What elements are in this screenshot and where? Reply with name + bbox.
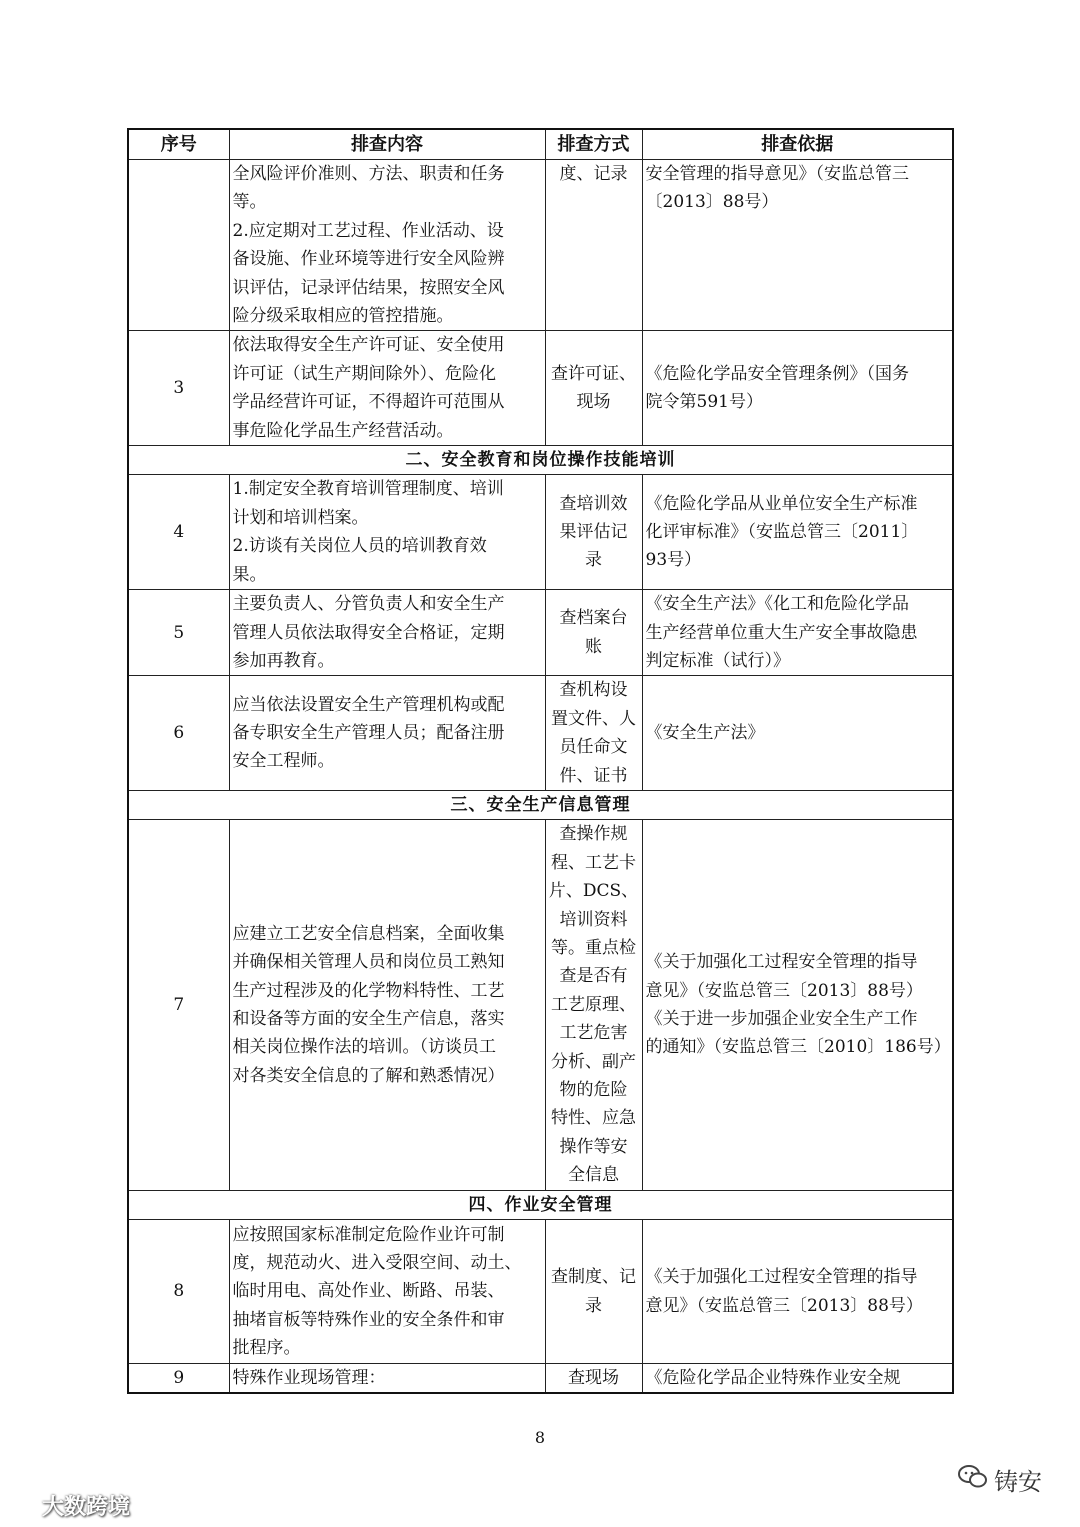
- section-row: [128, 446, 953, 475]
- row-number: 9: [128, 1364, 229, 1394]
- table-header-row: [128, 129, 953, 160]
- header-seq: 序号: [128, 129, 229, 160]
- watermark-left-text: 大数跨境: [42, 1495, 131, 1520]
- row-basis: 《安全生产法》: [642, 676, 953, 791]
- table-row: [128, 676, 953, 791]
- table-row: [128, 475, 953, 590]
- header-content: 排查内容: [229, 129, 545, 160]
- row-method: 查现场: [545, 1364, 642, 1394]
- row-basis: 《关于加强化工过程安全管理的指导 意见》（安监总管三〔2013〕88号） 《关于进一步加强企业安全生产工作 的通知》（安监总管三〔2010〕186号）: [642, 820, 953, 1190]
- row-number: 3: [128, 331, 229, 446]
- section-row: [128, 1190, 953, 1219]
- row-method: 查操作规 程、工艺卡 片、DCS、 培训资料 等。重点检 查是否有 工艺原理、 工艺危害 分析、副产 物的危险 特性、应急 操作等安 全信息: [545, 820, 642, 1190]
- row-basis: 《安全生产法》《化工和危险化学品 生产经营单位重大生产安全事故隐患 判定标准（试行）》: [642, 590, 953, 676]
- header-method: 排查方式: [545, 129, 642, 160]
- section-heading: 三、安全生产信息管理: [128, 790, 953, 819]
- row-content: 主要负责人、分管负责人和安全生产 管理人员依法取得安全合格证，定期 参加再教育。: [229, 590, 545, 676]
- row-number: [128, 160, 229, 331]
- row-method: 查机构设 置文件、人 员任命文 件、证书: [545, 676, 642, 791]
- page-number: 8: [534, 1428, 546, 1447]
- row-content: 全风险评价准则、方法、职责和任务 等。 2.应定期对工艺过程、作业活动、设 备设施、作业环境等进行安全风险辨 识评估，记录评估结果，按照安全风 险分级采取相应的管控措施。: [229, 160, 545, 331]
- row-method: 查制度、记 录: [545, 1220, 642, 1364]
- row-method: 查档案台 账: [545, 590, 642, 676]
- row-number: 7: [128, 820, 229, 1190]
- watermark-left: [8, 1490, 130, 1521]
- row-basis: 《危险化学品从业单位安全生产标准 化评审标准》（安监总管三〔2011〕 93号）: [642, 475, 953, 590]
- section-heading: 二、安全教育和岗位操作技能培训: [128, 446, 953, 475]
- table-row: [128, 820, 953, 1190]
- table-row: [128, 1364, 953, 1394]
- table-row: [128, 331, 953, 446]
- row-number: 8: [128, 1220, 229, 1364]
- table-row: [128, 1220, 953, 1364]
- section-heading: 四、作业安全管理: [128, 1190, 953, 1219]
- row-basis: 《危险化学品安全管理条例》（国务 院令第591号）: [642, 331, 953, 446]
- row-number: 6: [128, 676, 229, 791]
- wechat-icon: [958, 1464, 988, 1496]
- row-method: 度、记录: [545, 160, 642, 331]
- inspection-table: [127, 128, 954, 1394]
- row-content: 特殊作业现场管理：: [229, 1364, 545, 1394]
- chat-bubble-icon: [8, 1492, 36, 1520]
- table-row: [128, 590, 953, 676]
- row-method: 查培训效 果评估记 录: [545, 475, 642, 590]
- row-content: 依法取得安全生产许可证、安全使用 许可证（试生产期间除外）、危险化 学品经营许可证，不得超许可范围从 事危险化学品生产经营活动。: [229, 331, 545, 446]
- table-row: [128, 160, 953, 331]
- row-content: 1.制定安全教育培训管理制度、培训 计划和培训档案。 2.访谈有关岗位人员的培训教育效 果。: [229, 475, 545, 590]
- section-row: [128, 790, 953, 819]
- row-number: 4: [128, 475, 229, 590]
- watermark-right: [958, 1462, 1042, 1497]
- row-content: 应按照国家标准制定危险作业许可制 度，规范动火、进入受限空间、动土、 临时用电、高处作业、断路、吊装、 抽堵盲板等特殊作业的安全条件和审 批程序。: [229, 1220, 545, 1364]
- header-basis: 排查依据: [642, 129, 953, 160]
- row-content: 应当依法设置安全生产管理机构或配 备专职安全生产管理人员；配备注册 安全工程师。: [229, 676, 545, 791]
- row-basis: 《关于加强化工过程安全管理的指导 意见》（安监总管三〔2013〕88号）: [642, 1220, 953, 1364]
- watermark-right-text: 铸安: [994, 1468, 1042, 1496]
- row-content: 应建立工艺安全信息档案，全面收集 并确保相关管理人员和岗位员工熟知 生产过程涉及的化学物料特性、工艺 和设备等方面的安全生产信息，落实 相关岗位操作法的培训。（访谈员工 对各类安全信息的了解和熟悉情况）: [229, 820, 545, 1190]
- row-basis: 《危险化学品企业特殊作业安全规: [642, 1364, 953, 1394]
- row-method: 查许可证、 现场: [545, 331, 642, 446]
- row-basis: 安全管理的指导意见》（安监总管三 〔2013〕88号）: [642, 160, 953, 331]
- row-number: 5: [128, 590, 229, 676]
